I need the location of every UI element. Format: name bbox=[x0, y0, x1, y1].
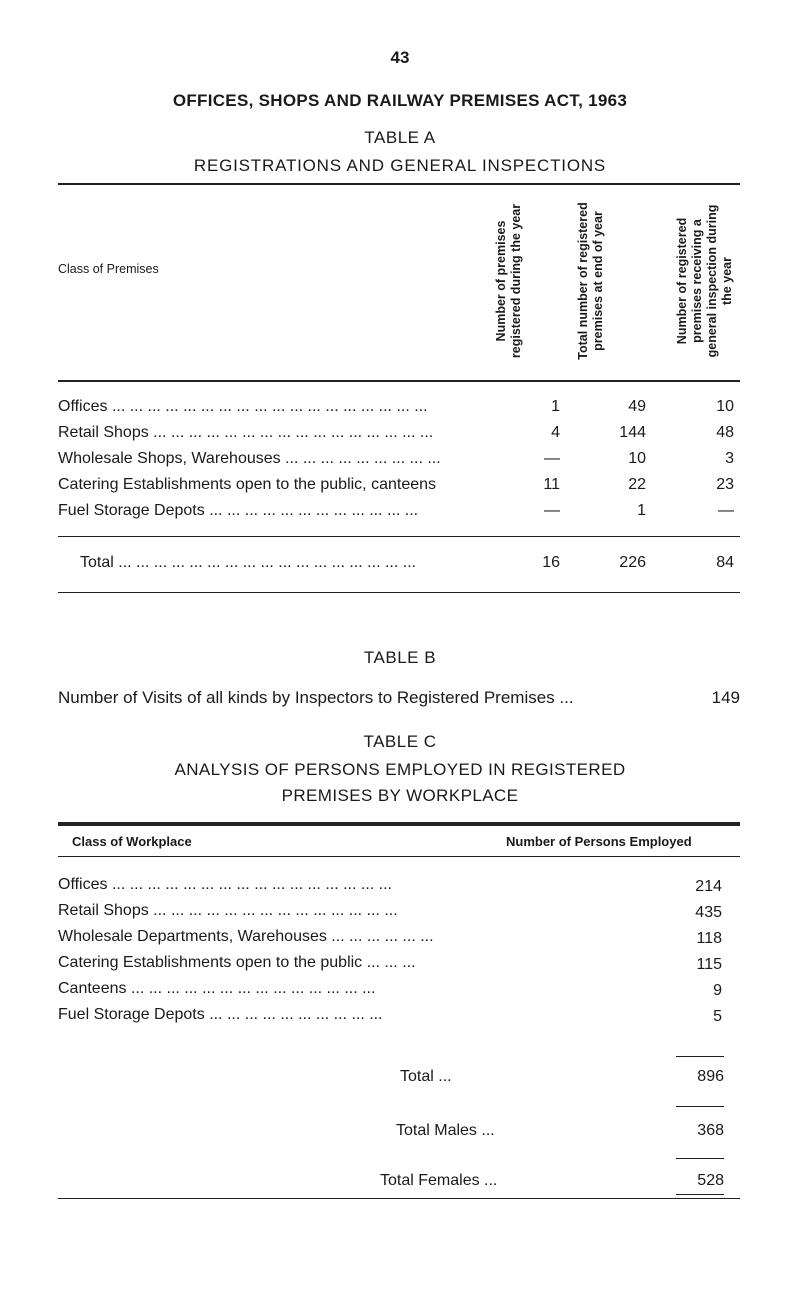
row-label: Fuel Storage Depots ... ... ... ... ... ... ... ... ... ... ... ... bbox=[58, 502, 419, 519]
total-col2: 226 bbox=[619, 554, 646, 571]
males-rule bbox=[676, 1106, 724, 1107]
row-value: 5 bbox=[713, 1008, 722, 1025]
table-a-row bbox=[58, 424, 740, 448]
table-b-title: TABLE B bbox=[363, 648, 437, 667]
table-c-row bbox=[58, 1006, 740, 1032]
row-label: Catering Establishments open to the public, canteens bbox=[58, 476, 437, 493]
table-a-top-rule bbox=[58, 183, 740, 185]
row-label: Canteens ... ... ... ... ... ... ... ... ... ... ... ... ... ... bbox=[58, 980, 376, 997]
row-col1: 4 bbox=[551, 424, 560, 441]
row-label: Offices ... ... ... ... ... ... ... ... ... ... ... ... ... ... ... ... bbox=[58, 876, 392, 893]
row-col2: 49 bbox=[628, 398, 646, 415]
table-b-visits bbox=[58, 688, 740, 708]
page-number: 43 bbox=[390, 48, 410, 67]
row-label: Offices ... ... ... ... ... ... ... ... ... ... ... ... ... ... ... ... ... ... bbox=[58, 398, 428, 415]
table-c-subtitle-line1: ANALYSIS OF PERSONS EMPLOYED IN REGISTERED bbox=[174, 760, 626, 779]
row-label: Retail Shops ... ... ... ... ... ... ... ... ... ... ... ... ... ... ... ... bbox=[58, 424, 434, 441]
row-col2: 144 bbox=[619, 424, 646, 441]
table-c-total-value: 896 bbox=[697, 1068, 724, 1085]
row-col1: 1 bbox=[551, 398, 560, 415]
females-rule bbox=[676, 1158, 724, 1159]
table-c-title: TABLE C bbox=[363, 732, 437, 751]
col3-line2: premises receiving a bbox=[690, 219, 704, 343]
row-value: 435 bbox=[695, 904, 722, 921]
table-c-females-value: 528 bbox=[697, 1172, 724, 1189]
table-a-bottom-rule bbox=[58, 592, 740, 593]
table-a-col2-header bbox=[576, 186, 605, 376]
row-col2: 22 bbox=[628, 476, 646, 493]
table-a-title: TABLE A bbox=[364, 128, 436, 147]
col1-line2: registered during the year bbox=[509, 203, 523, 359]
table-a-row bbox=[58, 450, 740, 474]
row-col3: 23 bbox=[716, 476, 734, 493]
row-label: Wholesale Shops, Warehouses ... ... ... ... ... ... ... ... ... bbox=[58, 450, 441, 467]
row-col2: 1 bbox=[637, 502, 646, 519]
table-a-row bbox=[58, 398, 740, 422]
visits-value: 149 bbox=[711, 688, 740, 707]
row-col3: 48 bbox=[716, 424, 734, 441]
table-a-total-rule bbox=[58, 536, 740, 537]
row-value: 115 bbox=[696, 956, 722, 973]
row-value: 9 bbox=[713, 982, 722, 999]
table-c-males-value: 368 bbox=[697, 1122, 724, 1139]
col3-line3: general inspection during bbox=[705, 204, 719, 358]
total-rule bbox=[676, 1056, 724, 1057]
row-label: Catering Establishments open to the public ... ... ... bbox=[58, 954, 416, 971]
row-col3: 10 bbox=[716, 398, 734, 415]
act-title: OFFICES, SHOPS AND RAILWAY PREMISES ACT, 1963 bbox=[172, 91, 628, 110]
table-c-subtitle-line2: PREMISES BY WORKPLACE bbox=[281, 786, 519, 805]
total-label: Total ... ... ... ... ... ... ... ... ... ... ... ... ... ... ... ... ... bbox=[80, 554, 417, 571]
col3-line1: Number of registered bbox=[675, 217, 689, 345]
col2-line1: Total number of registered bbox=[576, 202, 590, 360]
row-value: 214 bbox=[695, 878, 722, 895]
visits-text: Number of Visits of all kinds by Inspectors to Registered Premises ... bbox=[58, 688, 574, 707]
table-a-row bbox=[58, 476, 740, 500]
table-c-row bbox=[58, 876, 740, 902]
table-a-subtitle: REGISTRATIONS AND GENERAL INSPECTIONS bbox=[193, 156, 607, 175]
table-c-bottom-rule bbox=[58, 1198, 740, 1199]
col1-line1: Number of premises bbox=[494, 220, 508, 342]
row-label: Fuel Storage Depots ... ... ... ... ... ... ... ... ... ... bbox=[58, 1006, 383, 1023]
table-c-females-label: Total Females ... bbox=[380, 1172, 498, 1189]
row-col3: 3 bbox=[725, 450, 734, 467]
row-col1: — bbox=[544, 502, 560, 519]
col3-line4: the year bbox=[720, 257, 734, 305]
table-c-number-header: Number of Persons Employed bbox=[506, 834, 692, 849]
table-c-males-label: Total Males ... bbox=[396, 1122, 495, 1139]
table-a-total-row bbox=[58, 554, 740, 578]
table-c-row bbox=[58, 902, 740, 928]
table-c-row bbox=[58, 980, 740, 1006]
final-short-rule bbox=[676, 1194, 724, 1195]
table-a-col3-header bbox=[675, 186, 734, 376]
row-col1: — bbox=[544, 450, 560, 467]
table-c-top-rule bbox=[58, 822, 740, 826]
row-col2: 10 bbox=[628, 450, 646, 467]
total-col1: 16 bbox=[542, 554, 560, 571]
table-c-total-label: Total ... bbox=[400, 1068, 452, 1085]
table-c-class-header: Class of Workplace bbox=[72, 834, 192, 849]
row-label: Retail Shops ... ... ... ... ... ... ... ... ... ... ... ... ... ... bbox=[58, 902, 398, 919]
row-col1: 11 bbox=[543, 476, 560, 493]
col2-line2: premises at end of year bbox=[591, 211, 605, 351]
table-c-header-rule bbox=[58, 856, 740, 857]
total-col3: 84 bbox=[716, 554, 734, 571]
table-a-header-rule bbox=[58, 380, 740, 382]
table-a-col1-header bbox=[494, 186, 523, 376]
table-c-row bbox=[58, 928, 740, 954]
table-c-row bbox=[58, 954, 740, 980]
row-label: Wholesale Departments, Warehouses ... ... ... ... ... ... bbox=[58, 928, 434, 945]
table-a-class-header: Class of Premises bbox=[58, 262, 159, 276]
row-value: 118 bbox=[696, 930, 722, 947]
row-col3: — bbox=[718, 502, 734, 519]
table-a-row bbox=[58, 502, 740, 526]
